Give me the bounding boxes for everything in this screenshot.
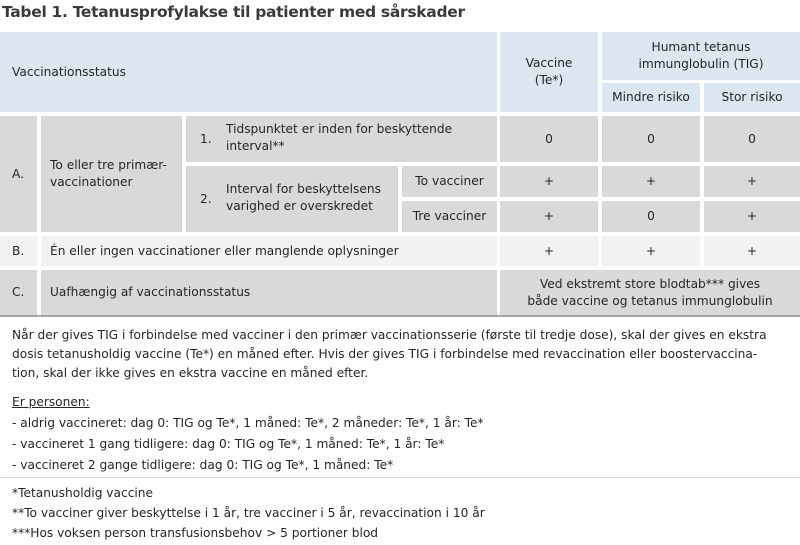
- row-a2-text: [186, 166, 398, 232]
- header-minor-risk: [602, 83, 700, 112]
- row-a1-text: [186, 116, 497, 162]
- row-a2-two-minor-value: +: [645, 174, 657, 188]
- footnote-2: **To vacciner giver beskyttelse i 1 år, tre vacciner i 5 år, revaccination i 10 år: [12, 506, 485, 520]
- row-a1-text-line1: Tidspunktet er inden for beskyttende: [226, 122, 453, 136]
- row-a1-vaccine: [500, 116, 598, 162]
- row-a2-two-vaccine-value: +: [543, 174, 555, 188]
- header-major-risk-label: Stor risiko: [721, 90, 783, 104]
- row-a1-number: 1.: [200, 132, 212, 146]
- table-title: Tabel 1. Tetanusprofylakse til patienter med sårskader: [2, 3, 465, 21]
- person-item-twice: - vaccineret 2 gange tidligere: dag 0: TIG og Te*, 1 måned: Te*: [12, 458, 394, 472]
- row-c-result-line2: både vaccine og tetanus immunglobulin: [527, 293, 773, 308]
- row-a-desc-line1: To eller tre primær-: [50, 158, 167, 172]
- row-a2-text-line1: Interval for beskyttelsens: [226, 182, 381, 196]
- row-c-label-text: C.: [12, 285, 25, 299]
- row-a2-two-vaccines-label: [402, 166, 497, 197]
- table-bottom-border: [0, 315, 800, 317]
- row-a2-three-label: Tre vacciner: [412, 209, 487, 223]
- header-major-risk: [704, 83, 800, 112]
- row-b-label: [0, 236, 37, 266]
- person-heading: Er personen:: [12, 395, 90, 409]
- notes-line-1: Når der gives TIG i forbindelse med vacciner i den primær vaccinationsserie (første til tredje dose), skal der gives en ekstra: [12, 328, 767, 342]
- person-item-never: - aldrig vaccineret: dag 0: TIG og Te*, 1 måned: Te*, 2 måneder: Te*, 1 år: Te*: [12, 416, 484, 430]
- row-a2-two-label: To vacciner: [415, 174, 484, 188]
- header-vaccine-line1: Vaccine: [525, 56, 573, 70]
- person-item-once: - vaccineret 1 gang tidligere: dag 0: TIG og Te*, 1 måned: Te*, 1 år: Te*: [12, 437, 445, 451]
- row-a2-text-line2: varighed er overskredet: [226, 199, 373, 213]
- row-c-label: [0, 270, 37, 315]
- row-c-result: [500, 270, 800, 315]
- row-a-desc-line2: vaccinationer: [50, 175, 133, 189]
- footnote-3: ***Hos voksen person transfusionsbehov > 5 portioner blod: [12, 526, 379, 540]
- row-b-major: [704, 236, 800, 266]
- row-a2-three-vaccine: [500, 201, 598, 232]
- row-a2-three-vaccine-value: +: [543, 209, 555, 223]
- header-minor-risk-label: Mindre risiko: [612, 90, 690, 104]
- row-c-description: [41, 270, 497, 315]
- row-a2-number: 2.: [200, 192, 212, 206]
- row-b-minor: [602, 236, 700, 266]
- row-a1-text-line2: interval**: [226, 139, 285, 153]
- row-a-label: [0, 116, 37, 232]
- row-a1-vaccine-value: 0: [545, 131, 553, 146]
- row-a-label-text: A.: [12, 166, 24, 181]
- row-a2-three-minor-value: 0: [647, 209, 655, 223]
- footnote-divider: [0, 477, 800, 478]
- header-tig-line1: Humant tetanus: [651, 40, 751, 54]
- row-a-description: [41, 116, 182, 232]
- row-a2-two-vaccine: [500, 166, 598, 197]
- row-c-result-line1: Ved ekstremt store blodtab*** gives: [539, 276, 761, 291]
- row-a2-three-major: [704, 201, 800, 232]
- row-b-description: [41, 236, 497, 266]
- row-a2-three-major-value: +: [746, 209, 758, 223]
- notes-line-2: dosis tetanusholdig vaccine (Te*) en måned efter. Hvis der gives TIG i forbindelse med revaccination eller boostervaccina-: [12, 347, 758, 361]
- row-b-label-text: B.: [12, 243, 25, 258]
- header-vaccination-status: [0, 32, 497, 112]
- header-vaccine: [500, 32, 598, 112]
- row-b-major-value: +: [746, 243, 758, 258]
- header-tig-line2: immunglobulin (TIG): [638, 57, 764, 71]
- header-status-label: Vaccinationsstatus: [12, 64, 126, 79]
- header-tig: [602, 32, 800, 80]
- row-a1-major: [704, 116, 800, 162]
- row-a1-minor-value: 0: [647, 131, 655, 146]
- row-a1-minor: [602, 116, 700, 162]
- row-c-desc-text: Uafhængig af vaccinationsstatus: [50, 285, 251, 299]
- row-b-vaccine-value: +: [543, 243, 555, 258]
- row-b-minor-value: +: [645, 243, 657, 258]
- row-a2-two-minor: [602, 166, 700, 197]
- row-b-vaccine: [500, 236, 598, 266]
- footnote-1: *Tetanusholdig vaccine: [12, 486, 153, 500]
- row-a2-three-vaccines-label: [402, 201, 497, 232]
- header-vaccine-line2: (Te*): [534, 73, 564, 87]
- row-b-desc-text: Én eller ingen vaccinationer eller manglende oplysninger: [50, 243, 399, 258]
- footnotes: [12, 483, 485, 543]
- row-a2-three-minor: [602, 201, 700, 232]
- notes-paragraph: [12, 326, 767, 383]
- notes-line-3: tion, skal der ikke gives en ekstra vaccine en måned efter.: [12, 366, 369, 380]
- row-a2-two-major-value: +: [746, 174, 758, 188]
- row-a2-two-major: [704, 166, 800, 197]
- row-a1-major-value: 0: [748, 131, 756, 146]
- person-schedule: [12, 392, 484, 476]
